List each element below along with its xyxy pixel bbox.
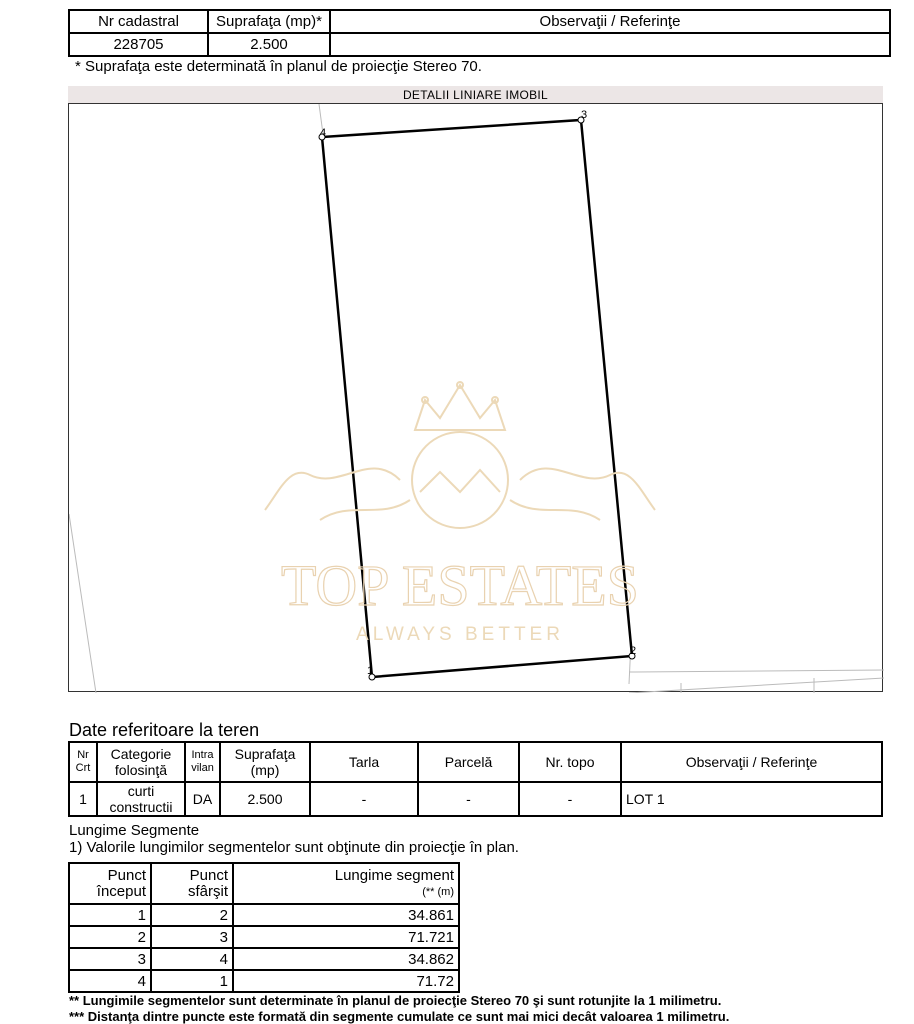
- cell-start: 1: [69, 904, 151, 926]
- cell-nr-crt: 1: [69, 782, 97, 816]
- cell-tarla: -: [310, 782, 418, 816]
- plan-drawing: [68, 103, 883, 692]
- plan-header: DETALII LINIARE IMOBIL: [68, 86, 883, 103]
- point-label-4: 4: [320, 127, 327, 139]
- header-nr-topo: Nr. topo: [519, 742, 621, 782]
- teren-table: [68, 741, 883, 817]
- footnote-double-star: ** Lungimile segmentelor sunt determinate în planul de proiecţie Stereo 70 şi sunt rotunjite la 1 milimetru.: [69, 993, 722, 1008]
- point-label-2: 2: [630, 645, 637, 657]
- table-header-row: [69, 863, 459, 904]
- neighbor-line: [629, 670, 884, 672]
- cell-observatii: LOT 1: [621, 782, 882, 816]
- watermark-brand: TOP ESTATES: [281, 553, 639, 618]
- header-suprafata: Suprafaţa (mp): [220, 742, 310, 782]
- cell-length: 71.721: [233, 926, 459, 948]
- header-parcela: Parcelă: [418, 742, 519, 782]
- segments-table: [68, 862, 460, 993]
- cell-nr-cadastral: 228705: [69, 33, 208, 56]
- watermark-tagline: ALWAYS BETTER: [356, 624, 564, 645]
- parcel-outline: [322, 120, 632, 677]
- teren-section-title: Date referitoare la teren: [69, 720, 260, 740]
- cell-nr-topo: -: [519, 782, 621, 816]
- cell-suprafata: 2.500: [208, 33, 330, 56]
- cell-start: 3: [69, 948, 151, 970]
- cell-length: 34.862: [233, 948, 459, 970]
- cell-length: 34.861: [233, 904, 459, 926]
- footnote-triple-star: *** Distanţa dintre puncte este formată din segmente cumulate ce sunt mai mici decât valoarea 1 milimetru.: [69, 1009, 730, 1024]
- point-label-3: 3: [581, 109, 588, 121]
- header-categorie: Categorie folosinţă: [97, 742, 185, 782]
- table-row: [69, 926, 459, 948]
- neighbor-line: [629, 678, 884, 693]
- table-row: [69, 33, 890, 56]
- surface-note: * Suprafaţa este determinată în planul de proiecţie Stereo 70.: [75, 58, 482, 75]
- cell-categorie: curti constructii: [97, 782, 185, 816]
- header-lungime-label: Lungime segment: [334, 866, 454, 884]
- neighbor-line: [69, 514, 96, 693]
- cell-end: 1: [151, 970, 233, 992]
- header-nr-crt: Nr Crt: [69, 742, 97, 782]
- table-row: [69, 782, 882, 816]
- header-suprafata: Suprafaţa (mp)*: [208, 10, 330, 33]
- table-row: [69, 970, 459, 992]
- table-row: [69, 948, 459, 970]
- header-intravilan: Intra vilan: [185, 742, 220, 782]
- segments-note: 1) Valorile lungimilor segmentelor sunt obţinute din proiecţie în plan.: [69, 839, 519, 856]
- cell-end: 2: [151, 904, 233, 926]
- header-tarla: Tarla: [310, 742, 418, 782]
- header-lungime-unit: (** (m): [422, 885, 454, 898]
- cadastral-table: [68, 9, 891, 57]
- cell-start: 2: [69, 926, 151, 948]
- header-punct-sfarsit: Punct sfârşit: [151, 863, 233, 904]
- table-row: [69, 904, 459, 926]
- cell-parcela: -: [418, 782, 519, 816]
- header-punct-inceput: Punct început: [69, 863, 151, 904]
- cell-length: 71.72: [233, 970, 459, 992]
- header-observatii: Observaţii / Referinţe: [621, 742, 882, 782]
- table-header-row: [69, 742, 882, 782]
- cell-intravilan: DA: [185, 782, 220, 816]
- point-label-1: 1: [367, 665, 374, 677]
- header-observatii: Observaţii / Referinţe: [330, 10, 890, 33]
- header-nr-cadastral: Nr cadastral: [69, 10, 208, 33]
- header-lungime-segment: [233, 863, 459, 904]
- cell-end: 4: [151, 948, 233, 970]
- plan-svg: [69, 104, 884, 693]
- table-header-row: [69, 10, 890, 33]
- segments-title: Lungime Segmente: [69, 822, 200, 839]
- cell-start: 4: [69, 970, 151, 992]
- cell-end: 3: [151, 926, 233, 948]
- cell-observatii: [330, 33, 890, 56]
- cell-suprafata: 2.500: [220, 782, 310, 816]
